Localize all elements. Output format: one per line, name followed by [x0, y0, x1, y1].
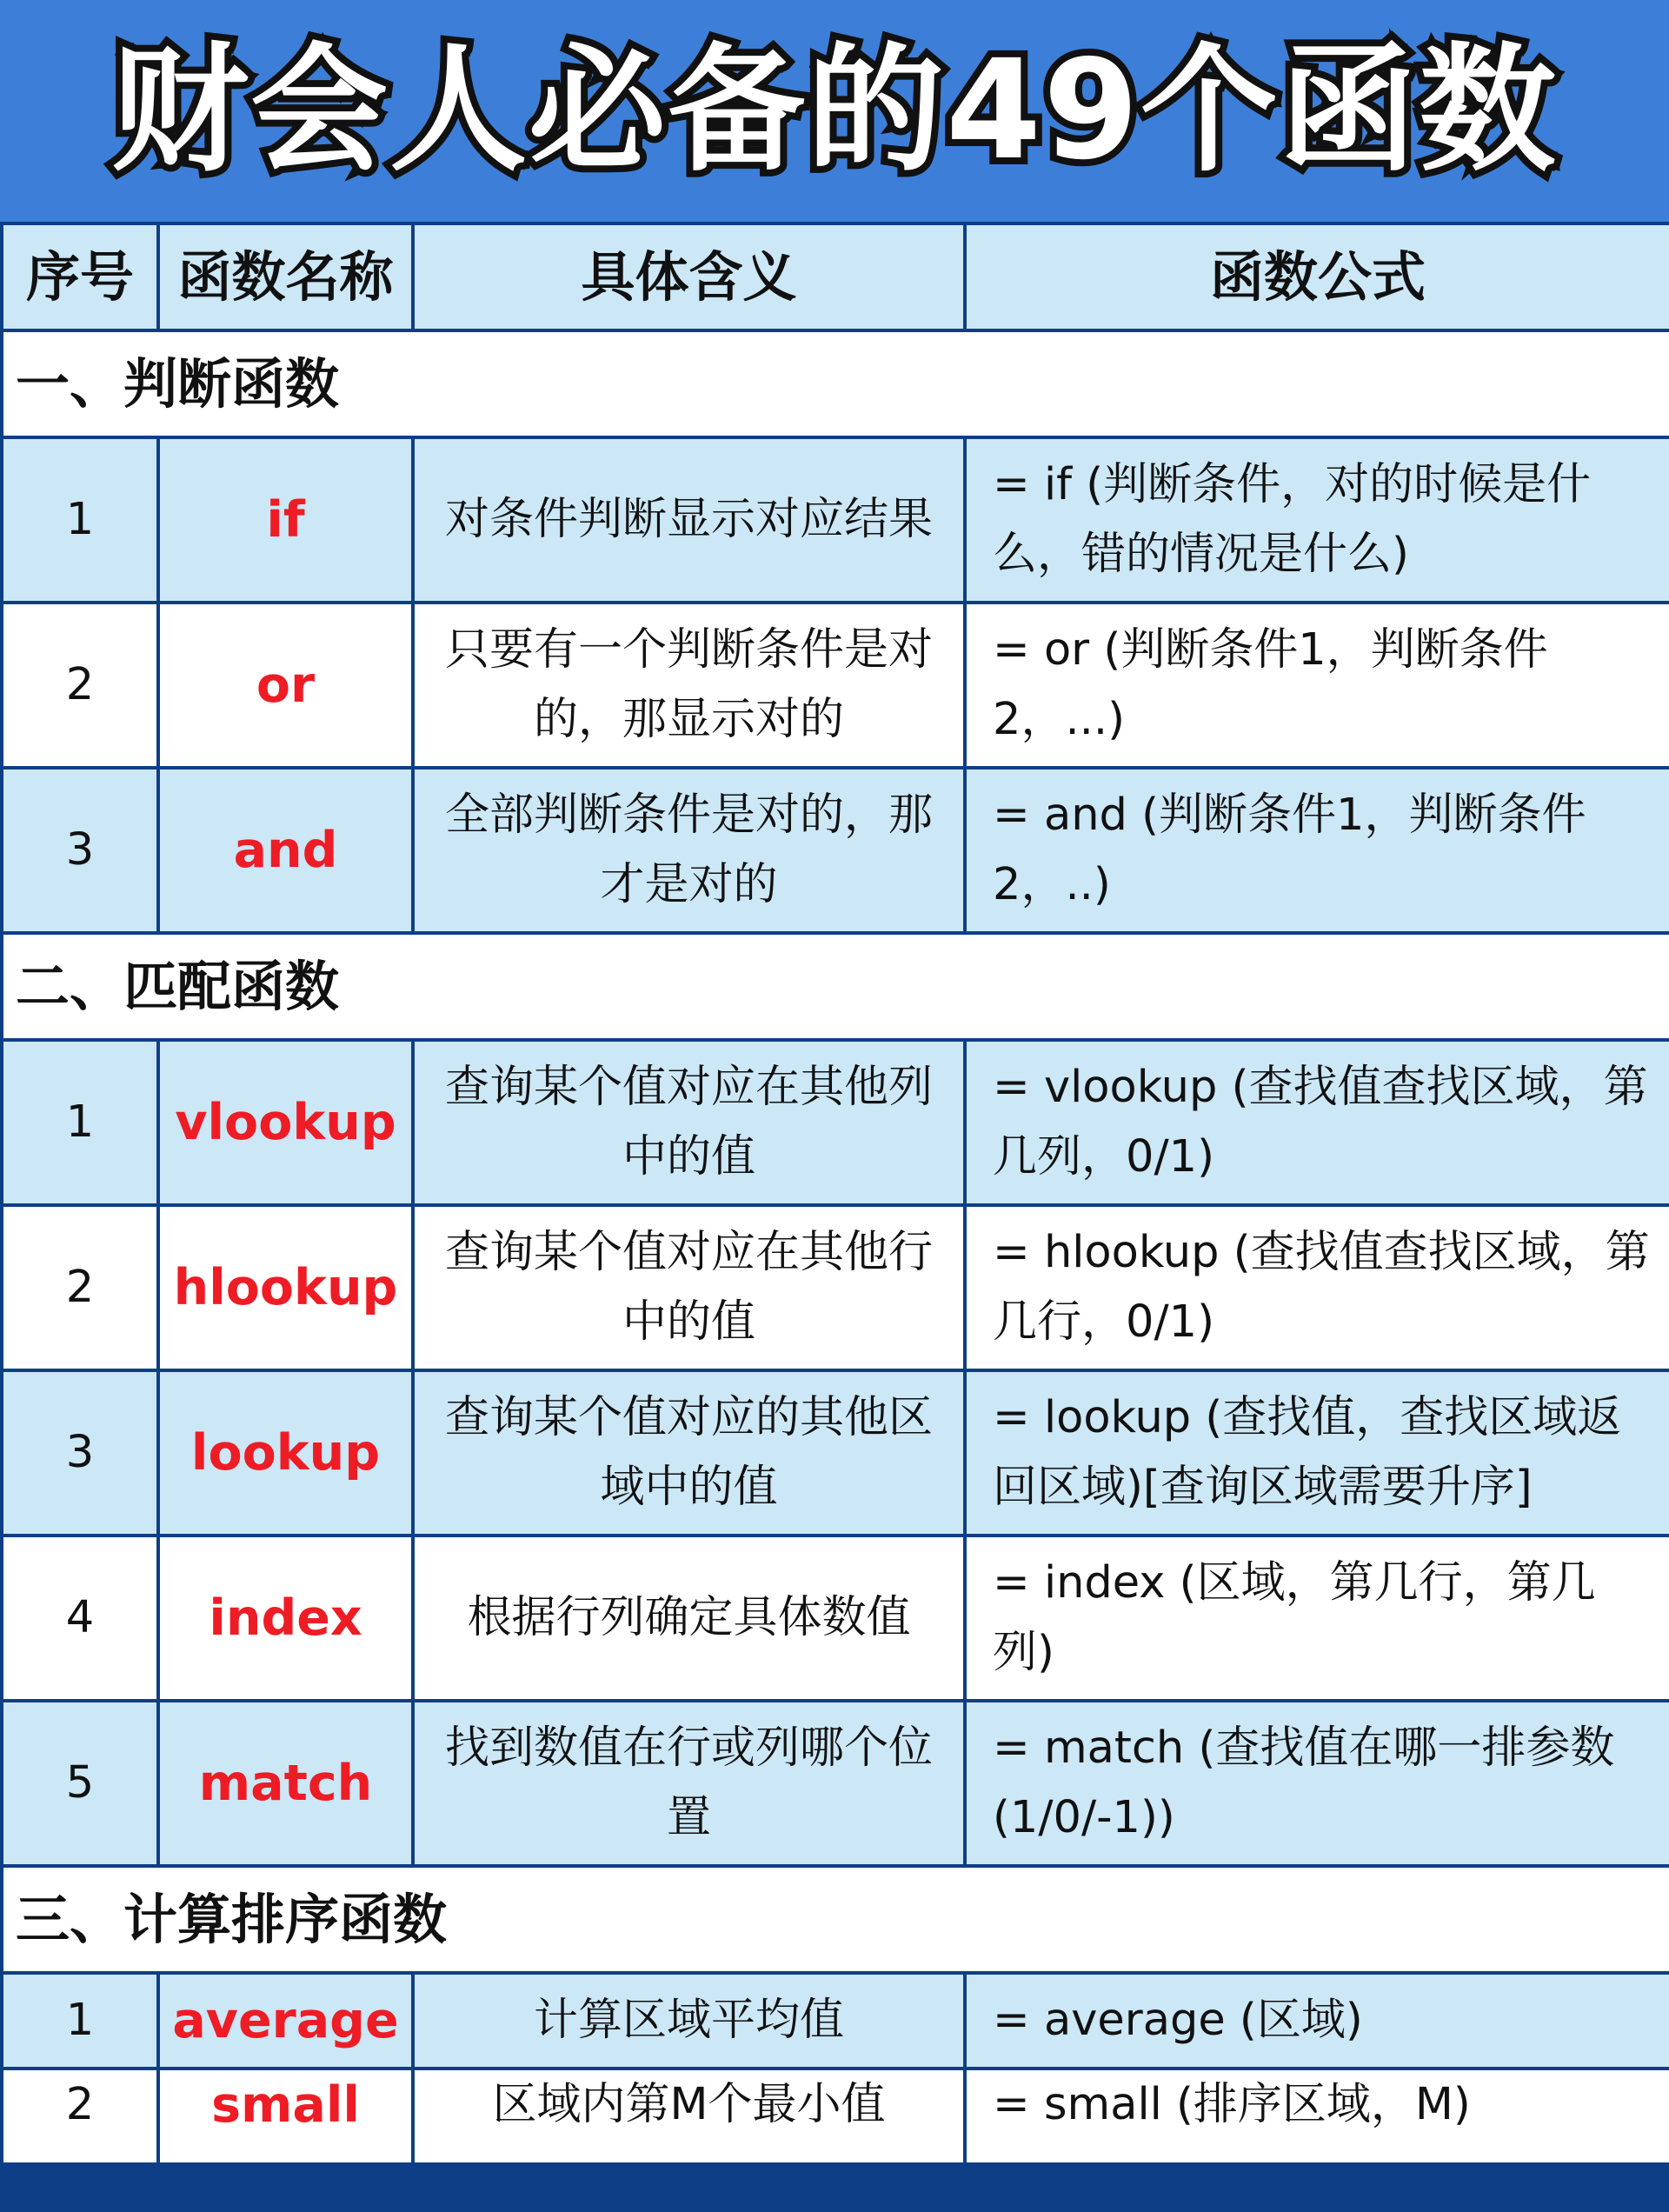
function-name: average	[158, 1973, 413, 2069]
function-name: and	[158, 768, 413, 933]
section-row	[2, 330, 1669, 437]
table-row	[2, 768, 1669, 933]
function-name: hlookup	[158, 1205, 413, 1370]
table-row	[2, 1973, 1669, 2069]
function-formula: = if (判断条件，对的时候是什么，错的情况是什么)	[965, 437, 1669, 603]
table-row	[2, 1205, 1669, 1370]
function-formula: = or (判断条件1，判断条件2，...)	[965, 603, 1669, 768]
function-meaning: 查询某个值对应在其他列中的值	[413, 1040, 965, 1205]
function-meaning: 对条件判断显示对应结果	[413, 437, 965, 603]
function-meaning: 计算区域平均值	[413, 1973, 965, 2069]
row-index: 5	[2, 1701, 158, 1866]
function-name: small	[158, 2069, 413, 2164]
row-index: 3	[2, 768, 158, 933]
row-index: 4	[2, 1536, 158, 1701]
table-row	[2, 1536, 1669, 1701]
function-formula: = match (查找值在哪一排参数(1/0/-1))	[965, 1701, 1669, 1866]
table-row	[2, 1701, 1669, 1866]
function-meaning: 只要有一个判断条件是对的，那显示对的	[413, 603, 965, 768]
function-formula: = vlookup (查找值查找区域，第几列，0/1)	[965, 1040, 1669, 1205]
row-index: 3	[2, 1370, 158, 1536]
header-name: 函数名称	[158, 223, 413, 330]
function-meaning: 找到数值在行或列哪个位置	[413, 1701, 965, 1866]
function-formula: = hlookup (查找值查找区域，第几行，0/1)	[965, 1205, 1669, 1370]
header-formula: 函数公式	[965, 223, 1669, 330]
row-index: 1	[2, 1973, 158, 2069]
section-title: 二、匹配函数	[2, 933, 1669, 1040]
function-formula: = lookup (查找值，查找区域返回区域)[查询区域需要升序]	[965, 1370, 1669, 1536]
row-index: 1	[2, 1040, 158, 1205]
page-title: 财会人必备的49个函数	[111, 30, 1558, 190]
function-meaning: 查询某个值对应的其他区域中的值	[413, 1370, 965, 1536]
function-meaning: 根据行列确定具体数值	[413, 1536, 965, 1701]
function-formula: = index (区域，第几行，第几列)	[965, 1536, 1669, 1701]
function-table	[0, 222, 1669, 2166]
function-name: match	[158, 1701, 413, 1866]
header-row	[2, 223, 1669, 330]
function-meaning: 全部判断条件是对的，那才是对的	[413, 768, 965, 933]
header-index: 序号	[2, 223, 158, 330]
function-formula: = small (排序区域，M)	[965, 2069, 1669, 2164]
table-row	[2, 1370, 1669, 1536]
function-table-container	[0, 222, 1669, 2212]
function-name: vlookup	[158, 1040, 413, 1205]
section-row	[2, 933, 1669, 1040]
row-index: 2	[2, 603, 158, 768]
function-formula: = and (判断条件1，判断条件2，..)	[965, 768, 1669, 933]
function-meaning: 查询某个值对应在其他行中的值	[413, 1205, 965, 1370]
row-index: 2	[2, 2069, 158, 2164]
section-title: 三、计算排序函数	[2, 1866, 1669, 1973]
function-formula: = average (区域)	[965, 1973, 1669, 2069]
function-meaning: 区域内第M个最小值	[413, 2069, 965, 2164]
function-name: lookup	[158, 1370, 413, 1536]
header-meaning: 具体含义	[413, 223, 965, 330]
table-row	[2, 2069, 1669, 2164]
section-row	[2, 1866, 1669, 1973]
function-name: index	[158, 1536, 413, 1701]
table-row	[2, 603, 1669, 768]
table-row	[2, 1040, 1669, 1205]
row-index: 2	[2, 1205, 158, 1370]
table-row	[2, 437, 1669, 603]
function-name: if	[158, 437, 413, 603]
function-name: or	[158, 603, 413, 768]
row-index: 1	[2, 437, 158, 603]
section-title: 一、判断函数	[2, 330, 1669, 437]
